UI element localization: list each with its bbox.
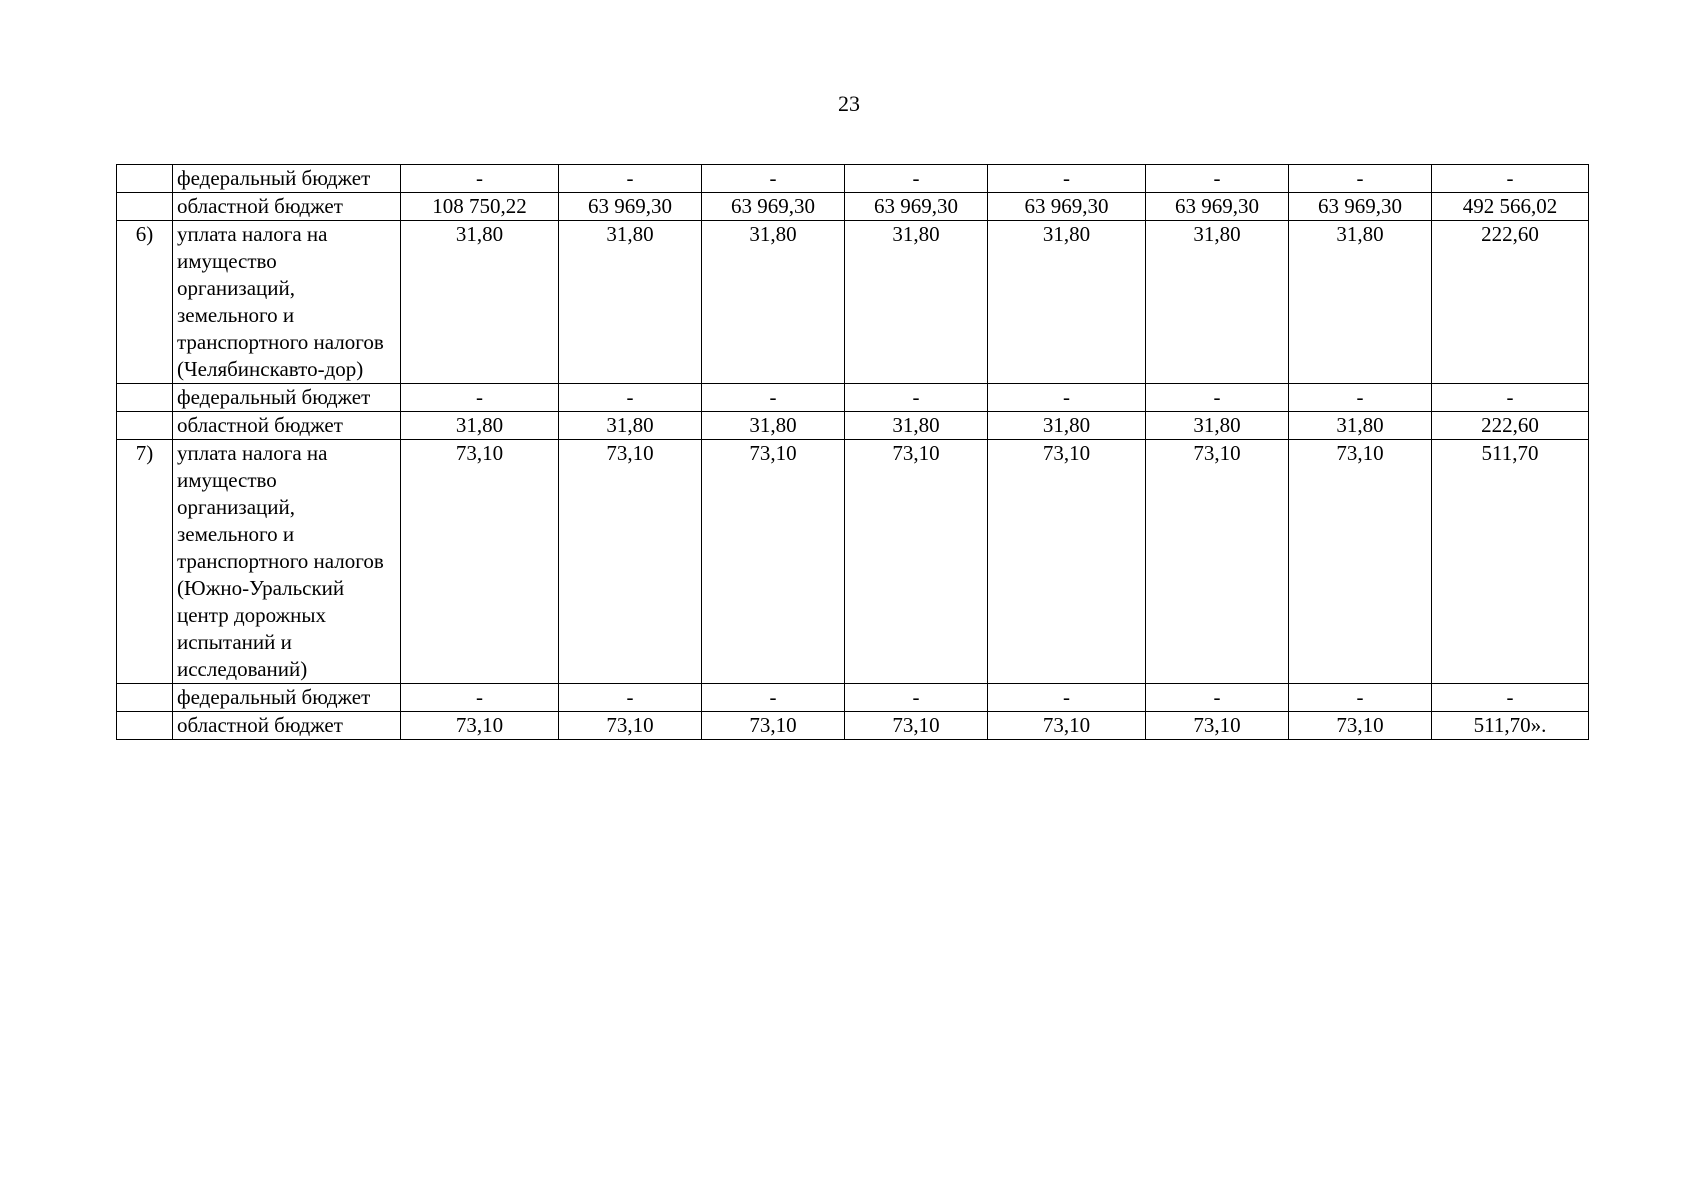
value-cell: 31,80: [988, 221, 1146, 384]
value-cell: -: [845, 384, 988, 412]
row-description: федеральный бюджет: [173, 384, 401, 412]
value-cell: -: [702, 684, 845, 712]
value-cell: 73,10: [702, 712, 845, 740]
value-cell: 63 969,30: [559, 193, 702, 221]
value-cell: -: [401, 165, 559, 193]
value-cell: 73,10: [401, 712, 559, 740]
value-cell: -: [845, 165, 988, 193]
value-cell: -: [1146, 384, 1289, 412]
row-description: областной бюджет: [173, 712, 401, 740]
value-cell: 108 750,22: [401, 193, 559, 221]
value-cell: 63 969,30: [845, 193, 988, 221]
row-description: федеральный бюджет: [173, 684, 401, 712]
value-cell: 222,60: [1432, 221, 1589, 384]
value-cell: 222,60: [1432, 412, 1589, 440]
value-cell: -: [988, 384, 1146, 412]
value-cell: -: [1432, 165, 1589, 193]
row-number: [117, 165, 173, 193]
row-number: [117, 384, 173, 412]
table-row: [117, 712, 1589, 740]
row-number: [117, 193, 173, 221]
value-cell: 73,10: [401, 440, 559, 684]
value-cell: 63 969,30: [702, 193, 845, 221]
value-cell: -: [1289, 384, 1432, 412]
value-cell: 63 969,30: [1146, 193, 1289, 221]
value-cell: 73,10: [702, 440, 845, 684]
table-row: [117, 684, 1589, 712]
value-cell: 73,10: [1289, 712, 1432, 740]
value-cell: -: [702, 384, 845, 412]
value-cell: -: [559, 165, 702, 193]
value-cell: 511,70: [1432, 440, 1589, 684]
row-description: областной бюджет: [173, 193, 401, 221]
row-description: областной бюджет: [173, 412, 401, 440]
value-cell: 31,80: [559, 412, 702, 440]
table-row: [117, 165, 1589, 193]
value-cell: -: [845, 684, 988, 712]
value-cell: 492 566,02: [1432, 193, 1589, 221]
row-description: федеральный бюджет: [173, 165, 401, 193]
value-cell: 31,80: [401, 221, 559, 384]
table-row: [117, 221, 1589, 384]
value-cell: -: [1289, 165, 1432, 193]
value-cell: 31,80: [845, 412, 988, 440]
value-cell: 73,10: [845, 712, 988, 740]
row-description: уплата налога на имущество организаций, земельного и транспортного налогов (Южно-Уральский центр дорожных испытаний и исследований): [173, 440, 401, 684]
value-cell: -: [702, 165, 845, 193]
value-cell: -: [1146, 684, 1289, 712]
value-cell: 31,80: [988, 412, 1146, 440]
value-cell: 73,10: [988, 712, 1146, 740]
value-cell: 31,80: [845, 221, 988, 384]
value-cell: -: [401, 384, 559, 412]
value-cell: -: [559, 384, 702, 412]
value-cell: 73,10: [559, 712, 702, 740]
budget-table: [116, 164, 1589, 740]
table-row: [117, 193, 1589, 221]
value-cell: 63 969,30: [988, 193, 1146, 221]
row-number: [117, 412, 173, 440]
table-row: [117, 412, 1589, 440]
value-cell: 31,80: [401, 412, 559, 440]
value-cell: 31,80: [702, 221, 845, 384]
value-cell: -: [1432, 384, 1589, 412]
value-cell: -: [1289, 684, 1432, 712]
value-cell: -: [988, 684, 1146, 712]
row-description: уплата налога на имущество организаций, земельного и транспортного налогов (Челябинскавто-дор): [173, 221, 401, 384]
row-number: 6): [117, 221, 173, 384]
value-cell: 73,10: [845, 440, 988, 684]
value-cell: -: [1432, 684, 1589, 712]
row-number: 7): [117, 440, 173, 684]
value-cell: 73,10: [988, 440, 1146, 684]
value-cell: -: [1146, 165, 1289, 193]
value-cell: 63 969,30: [1289, 193, 1432, 221]
value-cell: 31,80: [1289, 412, 1432, 440]
value-cell: 31,80: [1146, 412, 1289, 440]
value-cell: 73,10: [1146, 440, 1289, 684]
value-cell: -: [401, 684, 559, 712]
row-number: [117, 684, 173, 712]
value-cell: 31,80: [1146, 221, 1289, 384]
value-cell: -: [988, 165, 1146, 193]
page-number: 23: [838, 91, 860, 116]
value-cell: 31,80: [559, 221, 702, 384]
row-number: [117, 712, 173, 740]
table-row: [117, 440, 1589, 684]
value-cell: 73,10: [1146, 712, 1289, 740]
value-cell: 73,10: [559, 440, 702, 684]
value-cell: 31,80: [702, 412, 845, 440]
value-cell: 73,10: [1289, 440, 1432, 684]
value-cell: 511,70».: [1432, 712, 1589, 740]
value-cell: 31,80: [1289, 221, 1432, 384]
value-cell: -: [559, 684, 702, 712]
table-row: [117, 384, 1589, 412]
